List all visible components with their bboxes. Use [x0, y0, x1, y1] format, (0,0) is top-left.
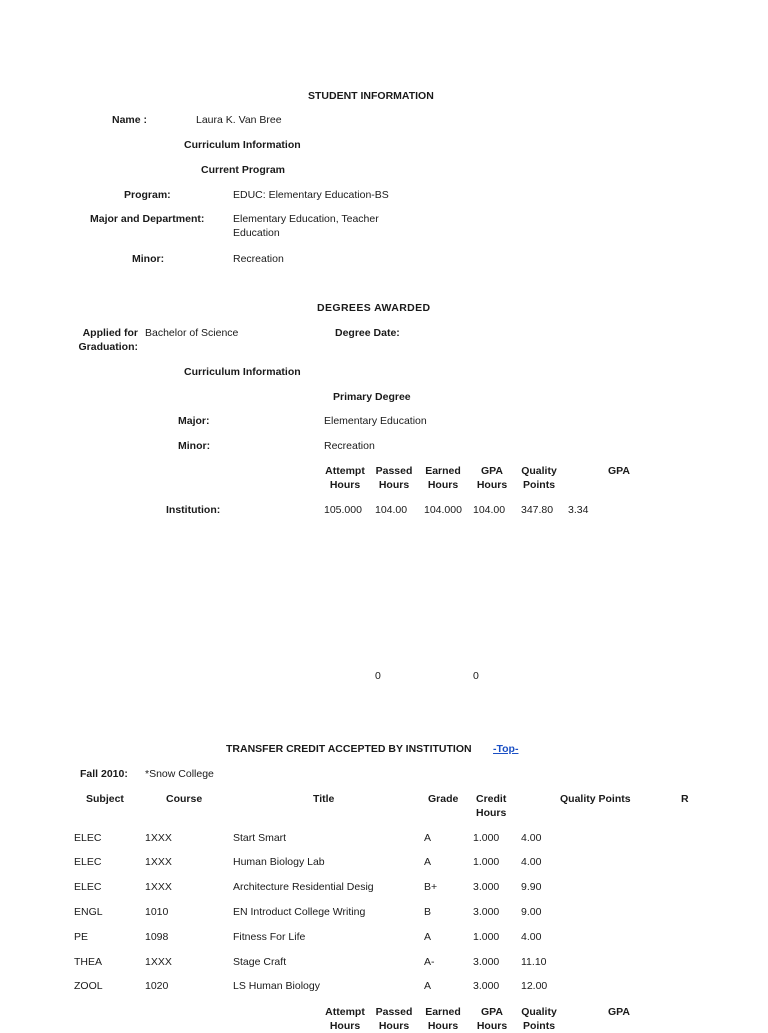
col-header-course: Course [166, 793, 203, 805]
primary-degree-heading: Primary Degree [333, 391, 411, 403]
hours-header-gpa: GPA [608, 465, 630, 477]
row-quality-points: 4.00 [521, 832, 542, 844]
institution-gpa-hours: 104.00 [473, 504, 506, 516]
bottom-header-attempt: Attempt Hours [325, 1006, 365, 1032]
row-grade: A [424, 856, 432, 868]
row-quality-points: 11.10 [521, 956, 547, 968]
row-grade: B+ [424, 881, 438, 893]
row-course: 1098 [145, 931, 169, 943]
row-credit: 1.000 [473, 931, 500, 943]
minor-label: Minor: [132, 253, 165, 265]
row-subject: ZOOL [74, 980, 103, 992]
row-grade: A [424, 832, 432, 844]
row-quality-points: 9.00 [521, 906, 542, 918]
col-header-credit-hours: Credit Hours [476, 793, 507, 819]
top-link[interactable]: -Top- [493, 743, 519, 755]
major-dept-value: Elementary Education, Teacher Education [233, 213, 379, 239]
transfer-credit-heading: TRANSFER CREDIT ACCEPTED BY INSTITUTION [226, 743, 472, 755]
hours-header-gpa-hours: GPA Hours [476, 465, 508, 491]
degree-date-label: Degree Date: [335, 327, 400, 339]
row-course: 1XXX [145, 856, 172, 868]
row-title: EN Introduct College Writing [233, 906, 366, 918]
row-course: 1020 [145, 980, 169, 992]
hours-header-passed: Passed Hours [375, 465, 413, 491]
hours-header-attempt: Attempt Hours [325, 465, 365, 491]
row-subject: PE [74, 931, 89, 943]
row-quality-points: 12.00 [521, 980, 548, 992]
applied-for-graduation-label: Applied for Graduation: [78, 327, 138, 353]
row-subject: ELEC [74, 856, 102, 868]
row-title: Human Biology Lab [233, 856, 325, 868]
institution-attempt-hours: 105.000 [324, 504, 362, 516]
row-subject: ELEC [74, 881, 102, 893]
col-header-grade: Grade [428, 793, 459, 805]
program-value: EDUC: Elementary Education-BS [233, 189, 389, 201]
row-title: Start Smart [233, 832, 287, 844]
curriculum-info-heading-2: Curriculum Information [184, 366, 301, 378]
row-credit: 3.000 [473, 906, 500, 918]
row-title: LS Human Biology [233, 980, 320, 992]
row-course: 1XXX [145, 881, 172, 893]
institution-earned-hours: 104.000 [424, 504, 462, 516]
row-grade: A [424, 980, 432, 992]
row-title: Stage Craft [233, 956, 287, 968]
hours-header-quality-points: Quality Points [521, 465, 557, 491]
row-course: 1XXX [145, 832, 172, 844]
col-header-r: R [681, 793, 689, 805]
row-grade: B [424, 906, 432, 918]
name-value: Laura K. Van Bree [196, 114, 282, 126]
bottom-header-gpa: GPA [608, 1006, 630, 1018]
student-info-heading: STUDENT INFORMATION [308, 90, 434, 102]
program-label: Program: [124, 189, 171, 201]
row-grade: A [424, 931, 432, 943]
row-grade: A- [424, 956, 435, 968]
bottom-header-passed: Passed Hours [375, 1006, 413, 1032]
term-value: *Snow College [145, 768, 214, 780]
institution-passed-hours: 104.00 [375, 504, 408, 516]
bottom-header-gpa-hours: GPA Hours [476, 1006, 508, 1032]
institution-gpa: 3.34 [568, 504, 589, 516]
col-header-title: Title [313, 793, 335, 805]
term-label: Fall 2010: [80, 768, 128, 780]
row-subject: ENGL [74, 906, 103, 918]
row-credit: 1.000 [473, 856, 500, 868]
zero-value-b: 0 [473, 670, 479, 682]
row-quality-points: 9.90 [521, 881, 542, 893]
row-credit: 3.000 [473, 881, 500, 893]
applied-for-graduation-value: Bachelor of Science [145, 327, 239, 339]
degree-major-value: Elementary Education [324, 415, 427, 427]
bottom-header-quality-points: Quality Points [521, 1006, 557, 1032]
degrees-awarded-heading: DEGREES AWARDED [317, 302, 431, 314]
row-quality-points: 4.00 [521, 931, 542, 943]
row-title: Fitness For Life [233, 931, 306, 943]
major-dept-label: Major and Department: [90, 213, 205, 225]
degree-minor-value: Recreation [324, 440, 375, 452]
zero-value-a: 0 [375, 670, 381, 682]
curriculum-info-heading: Curriculum Information [184, 139, 301, 151]
current-program-heading: Current Program [201, 164, 286, 176]
row-credit: 3.000 [473, 980, 500, 992]
col-header-subject: Subject [86, 793, 124, 805]
row-credit: 1.000 [473, 832, 500, 844]
degree-minor-label: Minor: [178, 440, 211, 452]
institution-label: Institution: [166, 504, 221, 516]
row-title: Architecture Residential Desig [233, 881, 374, 893]
row-credit: 3.000 [473, 956, 500, 968]
degree-major-label: Major: [178, 415, 210, 427]
hours-header-earned: Earned Hours [425, 465, 461, 491]
col-header-quality-points: Quality Points [560, 793, 631, 805]
row-course: 1010 [145, 906, 169, 918]
bottom-header-earned: Earned Hours [425, 1006, 461, 1032]
row-course: 1XXX [145, 956, 172, 968]
row-subject: ELEC [74, 832, 102, 844]
minor-value: Recreation [233, 253, 284, 265]
row-quality-points: 4.00 [521, 856, 542, 868]
row-subject: THEA [74, 956, 103, 968]
name-label: Name : [112, 114, 148, 126]
institution-quality-points: 347.80 [521, 504, 554, 516]
